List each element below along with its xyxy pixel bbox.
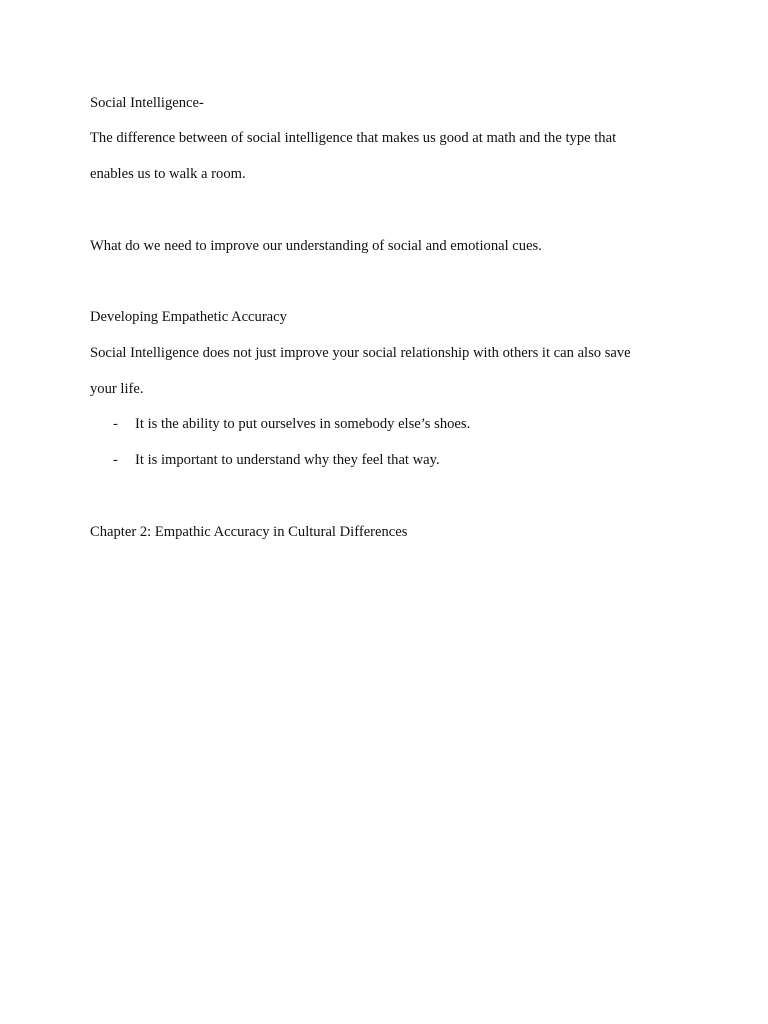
bullet-marker: - [113, 416, 118, 432]
section-heading-social-intelligence: Social Intelligence- [90, 95, 204, 111]
chapter-heading: Chapter 2: Empathic Accuracy in Cultural Differences [90, 524, 408, 540]
section-heading-empathetic-accuracy: Developing Empathetic Accuracy [90, 309, 287, 325]
paragraph-line: your life. [90, 381, 144, 397]
bullet-marker: - [113, 452, 118, 468]
bullet-item: It is important to understand why they feel that way. [135, 452, 440, 468]
question-text: What do we need to improve our understanding of social and emotional cues. [90, 238, 542, 254]
paragraph-line: enables us to walk a room. [90, 166, 246, 182]
bullet-item: It is the ability to put ourselves in somebody else’s shoes. [135, 416, 471, 432]
paragraph-line: Social Intelligence does not just improve your social relationship with others it can also save [90, 345, 631, 361]
paragraph-line: The difference between of social intelligence that makes us good at math and the type that [90, 130, 617, 146]
